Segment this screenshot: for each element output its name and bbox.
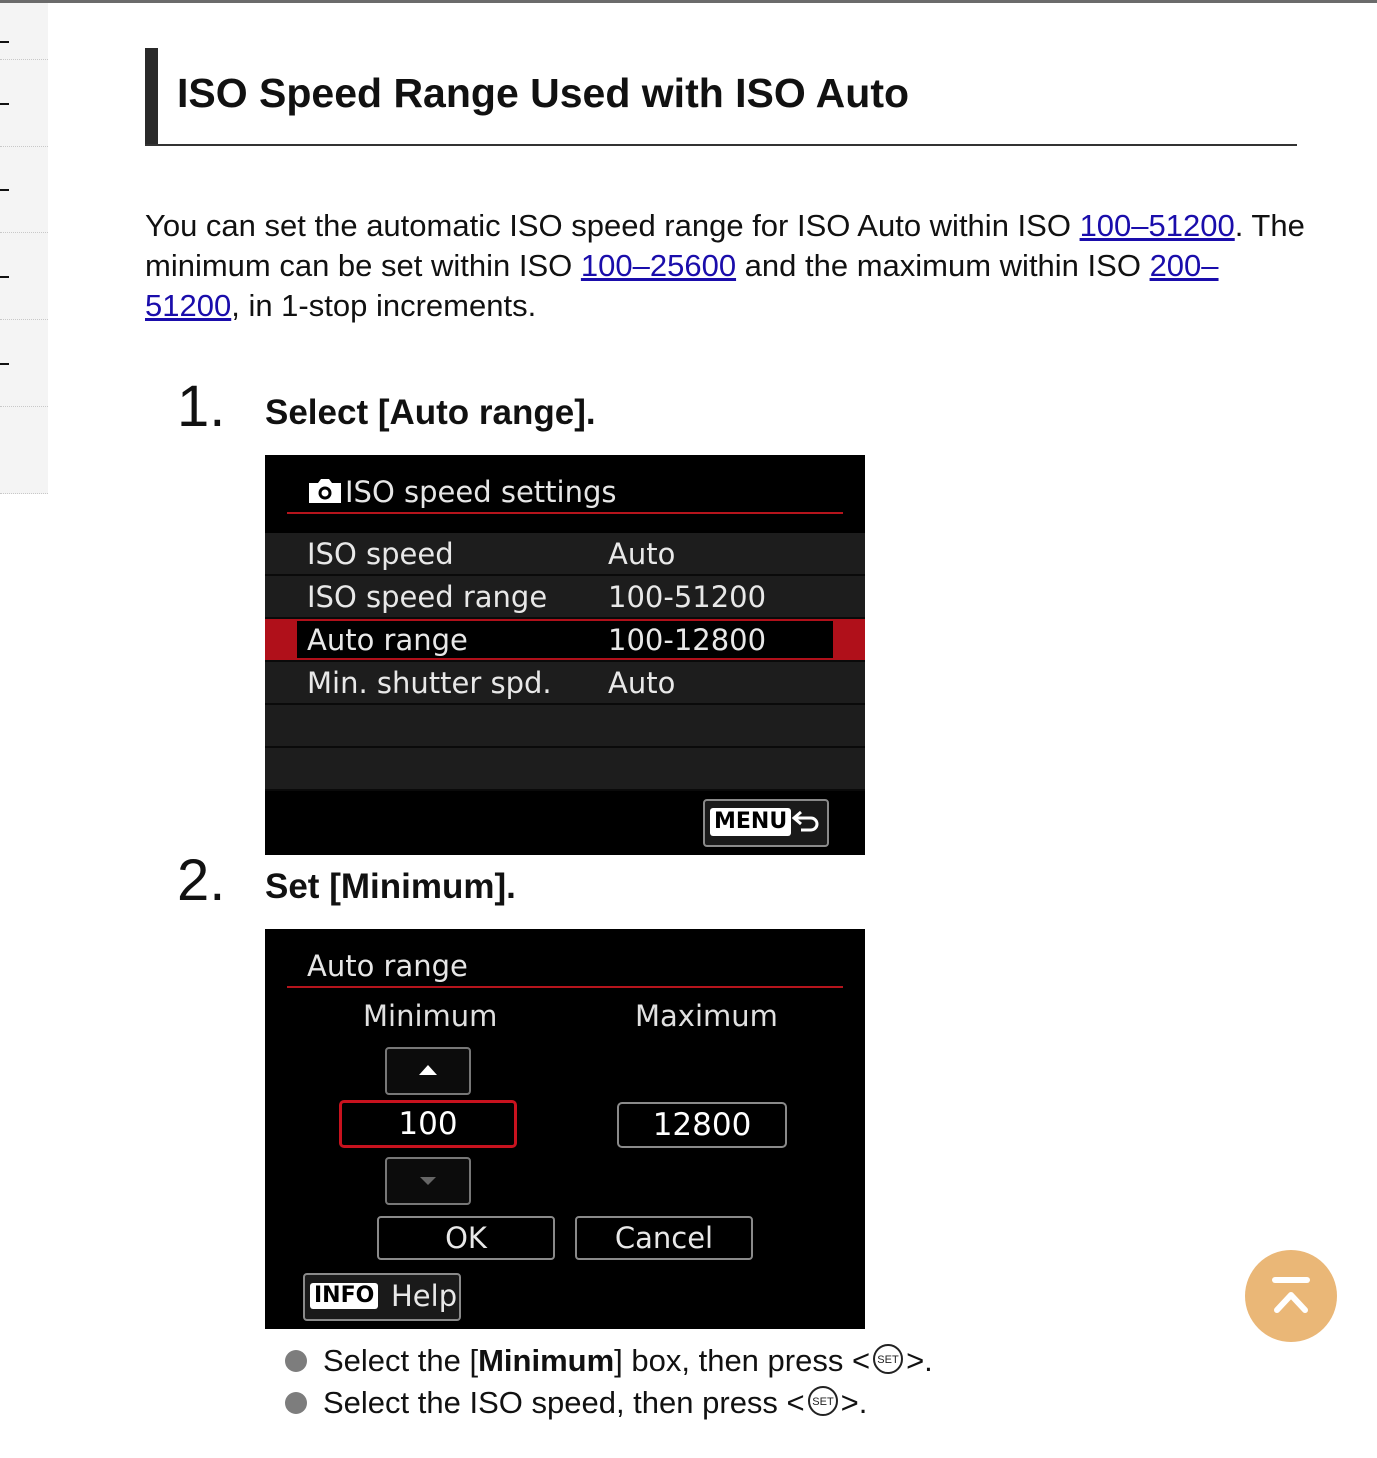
set-button-icon	[872, 1343, 904, 1375]
menu-row-auto-range[interactable]: Auto range 100-12800	[265, 619, 865, 662]
nav-divider	[0, 146, 48, 148]
intro-paragraph: You can set the automatic ISO speed range for ISO Auto within ISO 100–51200. The minimum can be set within ISO 100–25600 and the maximum within ISO 200–51200, in 1-stop increments.	[145, 208, 1305, 323]
nav-divider	[0, 406, 48, 408]
help-label: Help	[391, 1279, 458, 1313]
camera-screen-iso-settings	[265, 455, 865, 855]
iso-range-link-2[interactable]: 100–25600	[580, 248, 737, 283]
step-number: 1.	[177, 374, 226, 439]
heading-accent-bar	[145, 48, 158, 144]
side-navigation	[0, 3, 48, 494]
info-tag: INFO	[310, 1283, 378, 1309]
cancel-button[interactable]: Cancel	[575, 1216, 753, 1260]
section-heading	[145, 48, 1297, 146]
nav-divider	[0, 59, 48, 61]
info-help-button[interactable]	[303, 1273, 461, 1321]
screen-title-rule	[287, 512, 843, 514]
svg-text:SET: SET	[877, 1354, 899, 1366]
maximum-value-box[interactable]: 12800	[617, 1102, 787, 1148]
camera-screen-auto-range	[265, 929, 865, 1329]
list-item: Select the [Minimum] box, then press < SET >.	[285, 1340, 1185, 1382]
step-number: 2.	[177, 848, 226, 913]
iso-range-link-3[interactable]: 200–51200	[145, 248, 1219, 323]
screen-title: ISO speed settings	[307, 475, 616, 509]
increase-button[interactable]	[385, 1047, 471, 1095]
minimum-value-box[interactable]: 100	[339, 1100, 517, 1148]
nav-tick	[0, 363, 9, 365]
menu-tag: MENU	[710, 808, 791, 836]
bullet-dot	[285, 1392, 307, 1414]
screen-title-rule	[287, 986, 843, 988]
menu-row-empty	[265, 705, 865, 748]
camera-icon	[307, 477, 343, 505]
list-item: Select the ISO speed, then press < SET >.	[285, 1382, 1185, 1424]
menu-return-button[interactable]	[703, 799, 829, 847]
decrease-button[interactable]	[385, 1157, 471, 1205]
menu-row-min-shutter-speed[interactable]: Min. shutter spd. Auto	[265, 662, 865, 705]
step-title: Select [Auto range].	[265, 393, 596, 432]
triangle-up-icon	[418, 1064, 438, 1076]
step-title: Set [Minimum].	[265, 867, 516, 906]
nav-tick	[0, 276, 9, 278]
top-rule	[0, 0, 1377, 3]
page-title: ISO Speed Range Used with ISO Auto	[177, 70, 910, 116]
nav-divider	[0, 232, 48, 234]
menu-row-iso-speed[interactable]: ISO speed Auto	[265, 533, 865, 576]
minimum-label: Minimum	[363, 999, 498, 1033]
triangle-down-icon	[419, 1176, 437, 1186]
nav-tick	[0, 103, 9, 105]
menu-row-empty	[265, 748, 865, 791]
set-button-icon	[807, 1385, 839, 1417]
double-chevron-up-icon	[1271, 1276, 1311, 1316]
svg-text:SET: SET	[811, 1396, 834, 1408]
screen-title: Auto range	[307, 949, 468, 983]
return-arrow-icon	[791, 809, 821, 835]
maximum-label: Maximum	[635, 999, 778, 1033]
nav-tick	[0, 41, 9, 43]
nav-tick	[0, 189, 9, 191]
instruction-list	[285, 1340, 1185, 1424]
menu-row-iso-speed-range[interactable]: ISO speed range 100-51200	[265, 576, 865, 619]
iso-range-link-1[interactable]: 100–51200	[1079, 208, 1235, 243]
ok-button[interactable]: OK	[377, 1216, 555, 1260]
bullet-dot	[285, 1350, 307, 1372]
back-to-top-button[interactable]	[1245, 1250, 1337, 1342]
nav-divider	[0, 319, 48, 321]
